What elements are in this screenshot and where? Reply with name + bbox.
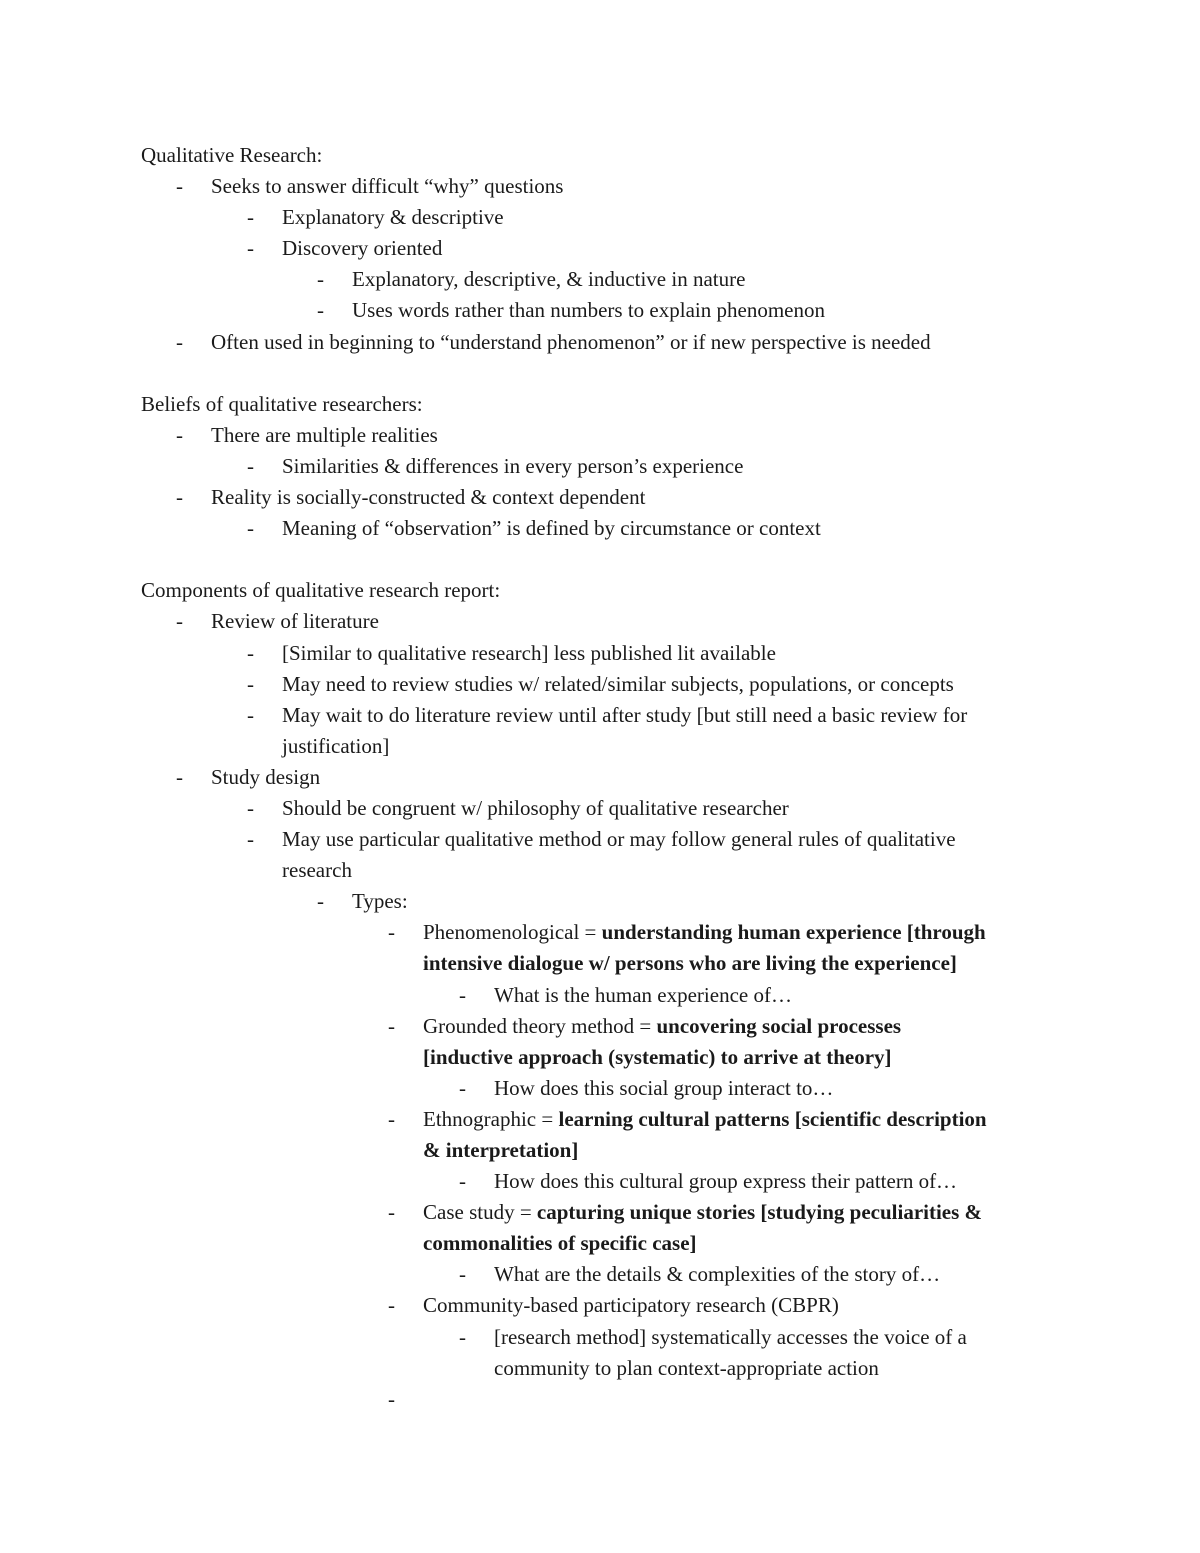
- list-item: [0, 295, 1200, 326]
- list-item-text: [research method] systematically accesses the voice of a: [494, 1324, 967, 1349]
- list-item-text: Community-based participatory research (CBPR): [423, 1293, 839, 1318]
- list-item-text: research: [282, 858, 352, 883]
- bullet-dash: -: [459, 1169, 466, 1194]
- list-item-text: [423, 1104, 987, 1135]
- list-item: [0, 606, 1200, 637]
- list-item-text: Study design: [211, 764, 321, 789]
- type-definition: uncovering social processes: [656, 1013, 902, 1038]
- list-item: [0, 762, 1200, 793]
- heading-text: Qualitative Research:: [141, 143, 323, 167]
- bullet-dash: -: [388, 1013, 395, 1038]
- type-definition: [inductive approach (systematic) to arrive at theory]: [423, 1044, 892, 1069]
- list-item-continuation: [0, 1353, 1200, 1384]
- list-item: [0, 1322, 1200, 1353]
- bullet-dash: -: [247, 236, 254, 261]
- bullet-dash: -: [247, 702, 254, 727]
- list-item: [0, 638, 1200, 669]
- list-item: [0, 171, 1200, 202]
- bullet-dash: -: [388, 1386, 395, 1411]
- list-item: [0, 793, 1200, 824]
- bullet-dash: -: [176, 174, 183, 199]
- list-item: [0, 513, 1200, 544]
- list-item-empty: [0, 1384, 1200, 1415]
- list-item: [0, 1073, 1200, 1104]
- type-definition: capturing unique stories [studying peculiarities &: [536, 1200, 983, 1225]
- list-item-text: May need to review studies w/ related/similar subjects, populations, or concepts: [282, 671, 954, 696]
- type-definition: understanding human experience [through: [601, 920, 986, 945]
- list-item-continuation: [0, 731, 1200, 762]
- heading-qualitative-research: [0, 140, 1200, 171]
- heading-text: Components of qualitative research report:: [141, 578, 501, 603]
- list-item-cbpr: [0, 1290, 1200, 1321]
- heading-text: Beliefs of qualitative researchers:: [141, 391, 423, 416]
- list-item-continuation: [0, 855, 1200, 886]
- bullet-dash: -: [247, 516, 254, 541]
- list-item: [0, 327, 1200, 358]
- list-item-text: [423, 917, 986, 948]
- list-item-text: Explanatory & descriptive: [282, 205, 504, 230]
- list-item-text: What is the human experience of…: [494, 982, 792, 1007]
- list-item-continuation: [0, 1135, 1200, 1166]
- bullet-dash: -: [459, 1075, 466, 1100]
- bullet-dash: -: [388, 1106, 395, 1131]
- type-definition: commonalities of specific case]: [423, 1231, 697, 1256]
- bullet-dash: -: [247, 827, 254, 852]
- list-item-text: Should be congruent w/ philosophy of qualitative researcher: [282, 795, 789, 820]
- blank-line: [0, 358, 1200, 389]
- bullet-dash: -: [247, 671, 254, 696]
- list-item-text: Discovery oriented: [282, 236, 443, 261]
- type-definition: learning cultural patterns [scientific description: [558, 1106, 987, 1131]
- bullet-dash: -: [388, 1200, 395, 1225]
- list-item-text: Review of literature: [211, 609, 379, 634]
- bullet-dash: -: [176, 764, 183, 789]
- list-item: [0, 669, 1200, 700]
- list-item: [0, 202, 1200, 233]
- bullet-dash: -: [176, 485, 183, 510]
- list-item-text: Types:: [352, 889, 408, 914]
- list-item-case-study: [0, 1197, 1200, 1228]
- list-item: [0, 233, 1200, 264]
- type-definition: & interpretation]: [423, 1138, 579, 1162]
- list-item-phenomenological: [0, 917, 1200, 948]
- bullet-dash: -: [247, 795, 254, 820]
- document-page: [0, 140, 1200, 1415]
- list-item: [0, 482, 1200, 513]
- heading-beliefs: [0, 389, 1200, 420]
- list-item: [0, 824, 1200, 855]
- list-item-text: How does this social group interact to…: [494, 1075, 834, 1100]
- list-item-text: Uses words rather than numbers to explain phenomenon: [352, 298, 825, 323]
- type-definition: intensive dialogue w/ persons who are living the experience]: [423, 951, 957, 976]
- bullet-dash: -: [459, 1262, 466, 1287]
- bullet-dash: -: [317, 267, 324, 292]
- heading-components: [0, 575, 1200, 606]
- list-item-text: Often used in beginning to “understand phenomenon” or if new perspective is needed: [211, 329, 931, 354]
- list-item-text: community to plan context-appropriate action: [494, 1355, 879, 1380]
- list-item-text: Meaning of “observation” is defined by circumstance or context: [282, 516, 821, 541]
- list-item-text: May use particular qualitative method or may follow general rules of qualitative: [282, 827, 956, 852]
- type-label: Case study =: [423, 1200, 537, 1225]
- list-item: [0, 451, 1200, 482]
- list-item: [0, 700, 1200, 731]
- list-item-text: Explanatory, descriptive, & inductive in nature: [352, 267, 746, 292]
- list-item-text: [Similar to qualitative research] less published lit available: [282, 640, 776, 665]
- list-item: [0, 420, 1200, 451]
- list-item-text: Similarities & differences in every person’s experience: [282, 453, 744, 478]
- list-item-continuation: [0, 948, 1200, 979]
- type-label: Phenomenological =: [423, 920, 602, 945]
- list-item: [0, 886, 1200, 917]
- list-item: [0, 980, 1200, 1011]
- list-item-text: How does this cultural group express their pattern of…: [494, 1169, 958, 1194]
- bullet-dash: -: [388, 1293, 395, 1318]
- list-item-text: [423, 1011, 901, 1042]
- list-item-continuation: [0, 1042, 1200, 1073]
- bullet-dash: -: [247, 205, 254, 230]
- list-item: [0, 1259, 1200, 1290]
- bullet-dash: -: [176, 329, 183, 354]
- bullet-dash: -: [317, 889, 324, 914]
- bullet-dash: -: [388, 920, 395, 945]
- list-item: [0, 264, 1200, 295]
- bullet-dash: -: [247, 640, 254, 665]
- list-item: [0, 1166, 1200, 1197]
- bullet-dash: -: [176, 609, 183, 634]
- list-item-text: May wait to do literature review until after study [but still need a basic review for: [282, 702, 968, 727]
- type-label: Grounded theory method =: [423, 1013, 657, 1038]
- list-item-text: What are the details & complexities of the story of…: [494, 1262, 941, 1287]
- bullet-dash: -: [247, 453, 254, 478]
- blank-line: [0, 544, 1200, 575]
- list-item-grounded-theory: [0, 1011, 1200, 1042]
- list-item-continuation: [0, 1228, 1200, 1259]
- bullet-dash: -: [459, 1324, 466, 1349]
- list-item-ethnographic: [0, 1104, 1200, 1135]
- type-label: Ethnographic =: [423, 1106, 559, 1131]
- list-item-text: [423, 1197, 982, 1228]
- bullet-dash: -: [176, 422, 183, 447]
- list-item-text: Seeks to answer difficult “why” questions: [211, 174, 564, 199]
- list-item-text: justification]: [282, 733, 390, 758]
- list-item-text: Reality is socially-constructed & context dependent: [211, 485, 646, 510]
- bullet-dash: -: [459, 982, 466, 1007]
- list-item-text: There are multiple realities: [211, 422, 438, 447]
- bullet-dash: -: [317, 298, 324, 323]
